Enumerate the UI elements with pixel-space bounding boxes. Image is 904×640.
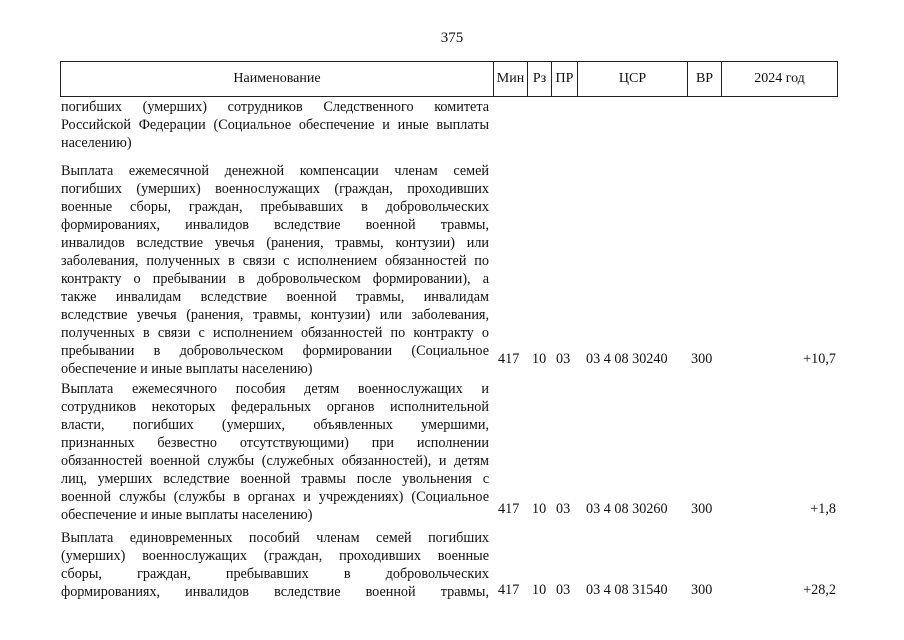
row-line: обеспечение и иные выплаты населению): [61, 507, 313, 523]
header-csr: ЦСР: [577, 62, 687, 96]
table-header: [60, 61, 838, 97]
row-line: власти, погибших (умерших, объявленных умершими,: [61, 417, 489, 433]
row-line: военные сборы, граждан, пребывавших в добровольческих: [61, 199, 489, 215]
row-line: обеспечение и иные выплаты населению): [61, 361, 313, 377]
row-line: пребывании в добровольческом формировании (Социальное: [61, 343, 489, 359]
table-row: [61, 162, 489, 378]
row-line: формированиях, инвалидов вследствие военной травмы,: [61, 217, 489, 233]
cell-amount: +10,7: [803, 351, 836, 367]
cell-csr: 03 4 08 30260: [586, 501, 668, 517]
row-line: также инвалидам вследствие военной травмы, инвалидам: [61, 289, 489, 305]
cell-vr: 300: [691, 501, 713, 517]
cell-csr: 03 4 08 31540: [586, 582, 668, 598]
cell-pr: 03: [556, 351, 571, 367]
row-codes: [0, 500, 904, 518]
row-line: заболевания, полученных в связи с исполнением обязанностей по: [61, 253, 489, 269]
row-line: признанных безвестно отсутствующими) при исполнении: [61, 435, 489, 451]
cell-pr: 03: [556, 582, 571, 598]
cell-rz: 10: [532, 582, 547, 598]
page-number: 375: [440, 30, 464, 46]
row-line: погибших (умерших) сотрудников Следственного комитета: [61, 99, 489, 115]
header-vr: ВР: [687, 62, 721, 96]
table-row: [61, 98, 489, 152]
cell-pr: 03: [556, 501, 571, 517]
row-codes: [0, 350, 904, 368]
row-line: погибших (умерших) военнослужащих (граждан, проходивших: [61, 181, 489, 197]
cell-vr: 300: [691, 582, 713, 598]
cell-amount: +1,8: [810, 501, 836, 517]
row-line: (умерших) военнослужащих (граждан, проходивших военные: [61, 548, 489, 564]
cell-csr: 03 4 08 30240: [586, 351, 668, 367]
row-line: полученных в связи с исполнением обязанностей по контракту о: [61, 325, 489, 341]
header-min: Мин: [493, 62, 527, 96]
header-name: Наименование: [233, 71, 321, 86]
row-line: инвалидов вследствие увечья (ранения, травмы, контузии) или: [61, 235, 489, 251]
row-line: сборы, граждан, пребывавших в добровольческих: [61, 566, 489, 582]
cell-vr: 300: [691, 351, 713, 367]
cell-rz: 10: [532, 501, 547, 517]
row-line: контракту о пребывании в добровольческом формировании), а: [61, 271, 489, 287]
row-codes: [0, 581, 904, 599]
cell-rz: 10: [532, 351, 547, 367]
row-line: лиц, умерших вследствие военной травмы после увольнения с: [61, 471, 489, 487]
row-line: вследствие увечья (ранения, травмы, контузии) или заболевания,: [61, 307, 489, 323]
cell-min: 417: [498, 351, 520, 367]
header-year: 2024 год: [721, 62, 837, 96]
row-line: сотрудников некоторых федеральных органов исполнительной: [61, 399, 489, 415]
cell-min: 417: [498, 582, 520, 598]
cell-min: 417: [498, 501, 520, 517]
header-rz: Рз: [527, 62, 551, 96]
cell-amount: +28,2: [803, 582, 836, 598]
row-line: обязанностей военной службы (служебных обязанностей), и детям: [61, 453, 489, 469]
row-name: [61, 162, 489, 378]
row-line: военной службы (службы в органах и учреждениях) (Социальное: [61, 489, 489, 505]
row-line: населению): [61, 135, 132, 151]
header-pr: ПР: [551, 62, 577, 96]
row-name: [61, 98, 489, 152]
row-line: формированиях, инвалидов вследствие военной травмы,: [61, 584, 489, 600]
row-line: Выплата единовременных пособий членам семей погибших: [61, 530, 489, 546]
row-line: Российской Федерации (Социальное обеспечение и иные выплаты: [61, 117, 489, 133]
row-line: Выплата ежемесячного пособия детям военнослужащих и: [61, 381, 489, 397]
row-line: Выплата ежемесячной денежной компенсации членам семей: [61, 163, 489, 179]
